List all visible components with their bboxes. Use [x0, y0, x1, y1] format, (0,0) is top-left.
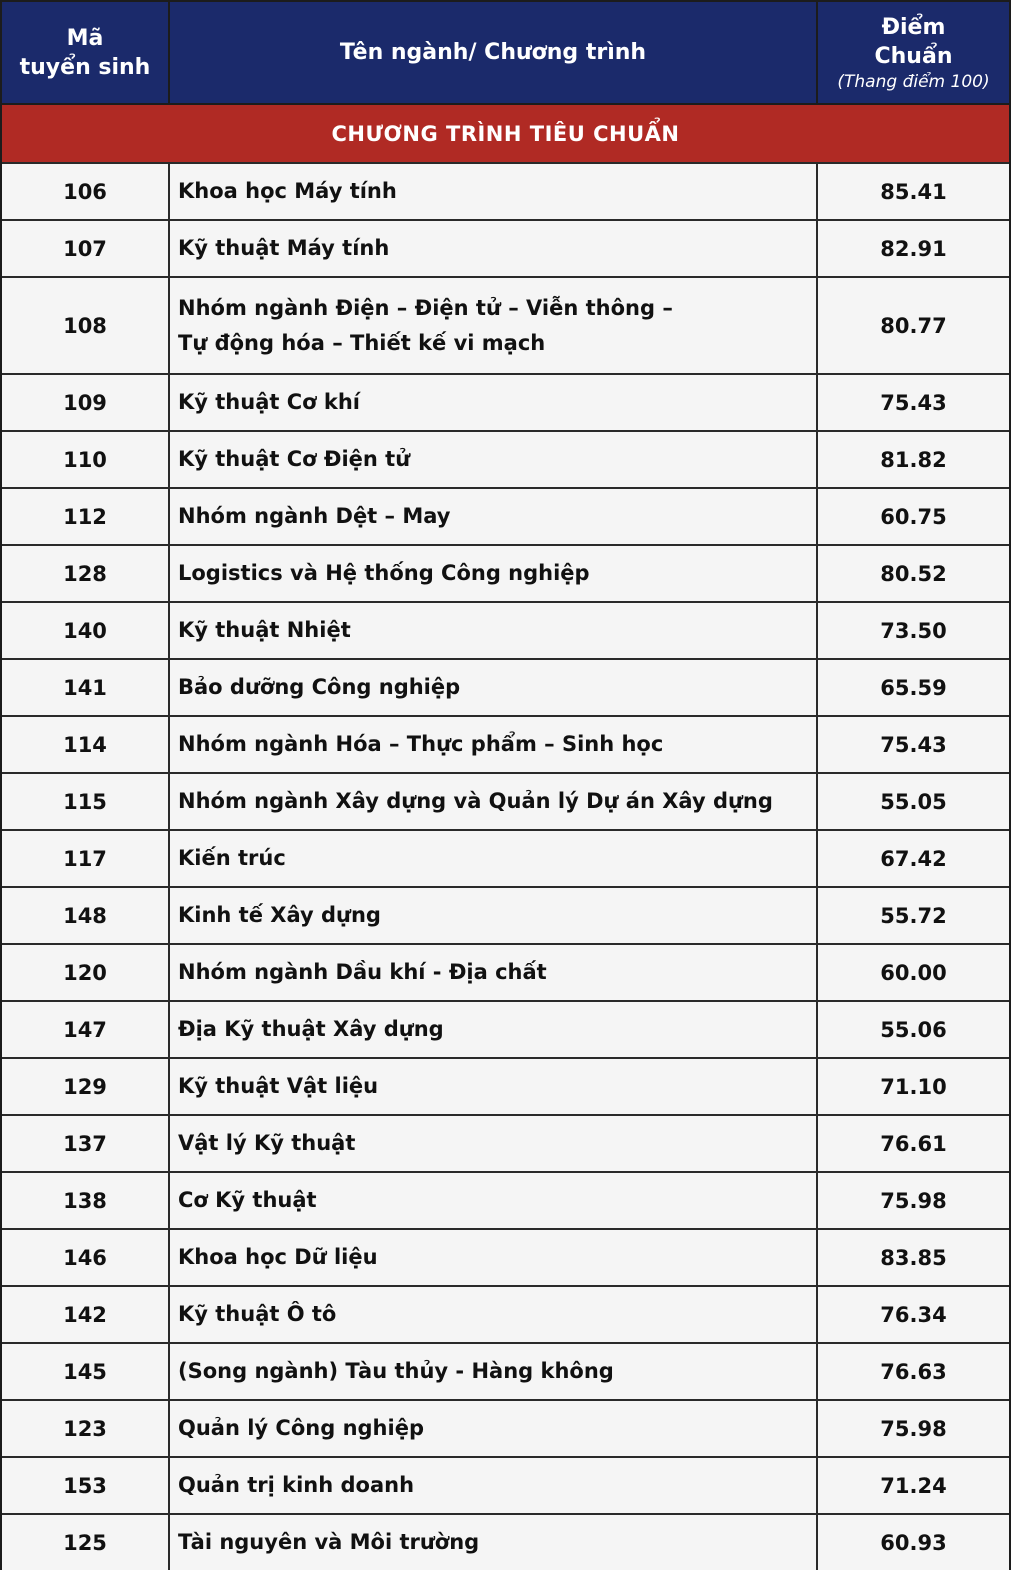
- row-name: Vật lý Kỹ thuật: [170, 1116, 818, 1171]
- row-code: 147: [2, 1002, 170, 1057]
- row-score: 76.34: [880, 1302, 947, 1327]
- row-code: 112: [2, 489, 170, 544]
- table-row: [2, 1000, 1009, 1057]
- row-score: 76.61: [880, 1131, 947, 1156]
- row-name: Logistics và Hệ thống Công nghiệp: [170, 546, 818, 601]
- row-code: 125: [2, 1515, 170, 1570]
- row-code: 108: [2, 278, 170, 373]
- row-name: Bảo dưỡng Công nghiệp: [170, 660, 818, 715]
- row-score: 73.50: [880, 618, 947, 643]
- row-name: Địa Kỹ thuật Xây dựng: [170, 1002, 818, 1057]
- table-row: [2, 1456, 1009, 1513]
- row-name: Nhóm ngành Hóa – Thực phẩm – Sinh học: [170, 717, 818, 772]
- table-row: [2, 829, 1009, 886]
- table-row: [2, 430, 1009, 487]
- row-name: Nhóm ngành Dầu khí - Địa chất: [170, 945, 818, 1000]
- row-code: 109: [2, 375, 170, 430]
- table-row: [2, 373, 1009, 430]
- row-name: Kỹ thuật Ô tô: [170, 1287, 818, 1342]
- table-row: [2, 1114, 1009, 1171]
- row-score: 82.91: [880, 236, 947, 261]
- row-score: 81.82: [880, 447, 947, 472]
- row-name: Kỹ thuật Nhiệt: [170, 603, 818, 658]
- row-score: 71.10: [880, 1074, 947, 1099]
- table-row: [2, 1057, 1009, 1114]
- row-score: 55.06: [880, 1017, 947, 1042]
- row-code: 114: [2, 717, 170, 772]
- row-code: 106: [2, 164, 170, 219]
- table-row: [2, 1513, 1009, 1570]
- row-name: Nhóm ngành Xây dựng và Quản lý Dự án Xây dựng: [170, 774, 818, 829]
- row-name: Quản trị kinh doanh: [170, 1458, 818, 1513]
- row-name: Kỹ thuật Vật liệu: [170, 1059, 818, 1114]
- row-score: 65.59: [880, 675, 947, 700]
- row-score: 60.93: [880, 1530, 947, 1555]
- row-code: 148: [2, 888, 170, 943]
- header-score-label: Điểm Chuẩn: [874, 14, 953, 69]
- row-score: 80.52: [880, 561, 947, 586]
- row-name: Kỹ thuật Cơ khí: [170, 375, 818, 430]
- table-row: [2, 1285, 1009, 1342]
- row-code: 153: [2, 1458, 170, 1513]
- row-name: Tài nguyên và Môi trường: [170, 1515, 818, 1570]
- row-code: 141: [2, 660, 170, 715]
- row-code: 117: [2, 831, 170, 886]
- row-code: 128: [2, 546, 170, 601]
- row-score: 75.43: [880, 390, 947, 415]
- row-name: Kỹ thuật Cơ Điện tử: [170, 432, 818, 487]
- row-code: 140: [2, 603, 170, 658]
- table-row: [2, 601, 1009, 658]
- row-code: 138: [2, 1173, 170, 1228]
- header-code-label: Mã tuyển sinh: [19, 25, 151, 80]
- row-name: Kỹ thuật Máy tính: [170, 221, 818, 276]
- row-score: 55.05: [880, 789, 947, 814]
- row-name: Cơ Kỹ thuật: [170, 1173, 818, 1228]
- row-score: 85.41: [880, 179, 947, 204]
- row-name: Kiến trúc: [170, 831, 818, 886]
- table-row: [2, 886, 1009, 943]
- row-score: 67.42: [880, 846, 947, 871]
- table-row: [2, 943, 1009, 1000]
- table-row: [2, 658, 1009, 715]
- row-score: 83.85: [880, 1245, 947, 1270]
- row-score: 60.75: [880, 504, 947, 529]
- row-code: 120: [2, 945, 170, 1000]
- row-score: 75.43: [880, 732, 947, 757]
- header-score: [818, 2, 1009, 103]
- table-body: [2, 162, 1009, 1570]
- row-score: 80.77: [880, 313, 947, 338]
- row-name: Quản lý Công nghiệp: [170, 1401, 818, 1456]
- row-name: Khoa học Dữ liệu: [170, 1230, 818, 1285]
- row-code: 137: [2, 1116, 170, 1171]
- row-score: 75.98: [880, 1416, 947, 1441]
- table-row: [2, 715, 1009, 772]
- row-score: 55.72: [880, 903, 947, 928]
- row-score: 75.98: [880, 1188, 947, 1213]
- row-score: 71.24: [880, 1473, 947, 1498]
- section-title: CHƯƠNG TRÌNH TIÊU CHUẨN: [2, 103, 1009, 162]
- table-header: [2, 0, 1009, 103]
- table-row: [2, 772, 1009, 829]
- table-row: [2, 1342, 1009, 1399]
- table-row: [2, 162, 1009, 219]
- row-name: Khoa học Máy tính: [170, 164, 818, 219]
- row-score: 60.00: [880, 960, 947, 985]
- row-code: 123: [2, 1401, 170, 1456]
- row-name: Nhóm ngành Dệt – May: [170, 489, 818, 544]
- table-row: [2, 276, 1009, 373]
- row-name: (Song ngành) Tàu thủy - Hàng không: [170, 1344, 818, 1399]
- row-code: 107: [2, 221, 170, 276]
- row-code: 110: [2, 432, 170, 487]
- row-code: 129: [2, 1059, 170, 1114]
- header-name: [170, 2, 818, 103]
- header-score-sub: (Thang điểm 100): [837, 71, 990, 92]
- row-code: 146: [2, 1230, 170, 1285]
- table-row: [2, 487, 1009, 544]
- table-row: [2, 1228, 1009, 1285]
- row-name: Nhóm ngành Điện – Điện tử – Viễn thông – Tự động hóa – Thiết kế vi mạch: [170, 278, 818, 373]
- header-name-label: Tên ngành/ Chương trình: [339, 40, 647, 65]
- table-row: [2, 1399, 1009, 1456]
- row-code: 145: [2, 1344, 170, 1399]
- table-row: [2, 544, 1009, 601]
- row-score: 76.63: [880, 1359, 947, 1384]
- table-row: [2, 219, 1009, 276]
- row-name: Kinh tế Xây dựng: [170, 888, 818, 943]
- row-code: 115: [2, 774, 170, 829]
- row-code: 142: [2, 1287, 170, 1342]
- header-code: [2, 2, 170, 103]
- table-row: [2, 1171, 1009, 1228]
